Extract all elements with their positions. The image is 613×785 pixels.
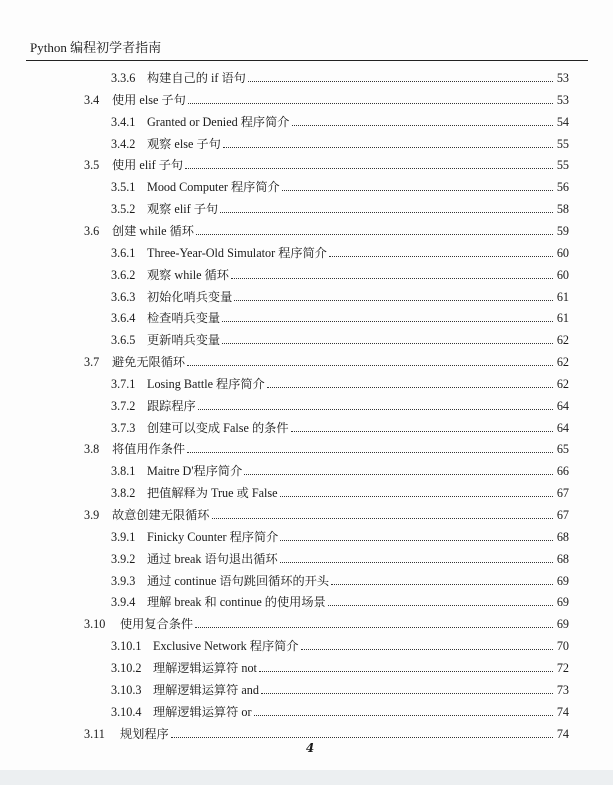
toc-entry-page: 66: [556, 464, 569, 479]
toc-entry-page: 58: [556, 202, 569, 217]
toc-entry-page: 62: [556, 333, 569, 348]
header-rule: [26, 60, 588, 61]
toc-entry-title: Losing Battle 程序简介: [147, 376, 265, 391]
toc-entry-page: 53: [556, 71, 569, 85]
toc-entry-title: 规划程序: [120, 726, 169, 741]
toc-entry-page: 60: [556, 245, 569, 260]
toc-entry-number: 3.6.5: [111, 333, 136, 348]
toc-entry: [111, 698, 569, 720]
toc-entry-page: 61: [556, 289, 569, 304]
toc-entry: [111, 654, 569, 676]
toc-entry-title: Mood Computer 程序简介: [147, 180, 280, 195]
toc-entry: [111, 239, 569, 261]
dot-leader: [331, 584, 553, 585]
toc-entry-page: 69: [556, 595, 569, 610]
dot-leader: [259, 671, 553, 672]
dot-leader: [248, 81, 553, 82]
toc-entry: [111, 326, 569, 348]
dot-leader: [171, 737, 553, 738]
toc-entry-number: 3.9.4: [111, 595, 136, 610]
toc-entry-number: 3.8: [84, 442, 100, 457]
toc-entry-page: 61: [556, 311, 569, 326]
toc-entry: [111, 283, 569, 305]
toc-entry: [111, 632, 569, 654]
toc-entry-title: 检查哨兵变量: [147, 311, 221, 326]
dot-leader: [196, 234, 553, 235]
toc-entry: [84, 86, 569, 108]
dot-leader: [234, 300, 553, 301]
toc-entry-title: 观察 while 循环: [147, 267, 229, 282]
dot-leader: [292, 125, 554, 126]
toc-entry: [111, 414, 569, 436]
toc-entry: [84, 501, 569, 523]
toc-entry-number: 3.6.2: [111, 267, 136, 282]
dot-leader: [212, 518, 554, 519]
running-header: Python 编程初学者指南: [30, 40, 162, 55]
toc-entry: [84, 720, 569, 742]
toc-entry-page: 56: [556, 180, 569, 195]
toc-entry-number: 3.3.6: [111, 71, 136, 85]
toc-entry: [111, 370, 569, 392]
toc-entry-title: 观察 elif 子句: [147, 202, 219, 217]
toc-entry-title: 使用 else 子句: [112, 92, 186, 107]
toc-entry-title: 把值解释为 True 或 False: [147, 486, 278, 501]
toc-entry-number: 3.9: [84, 508, 100, 522]
toc-entry-number: 3.5: [84, 158, 100, 173]
dot-leader: [220, 212, 553, 213]
dot-leader: [254, 715, 553, 716]
toc-entry: [84, 348, 569, 370]
toc-entry-number: 3.8.2: [111, 486, 136, 501]
toc-entry-number: 3.4: [84, 92, 100, 107]
toc-entry: [111, 676, 569, 698]
toc-entry-page: 65: [556, 442, 569, 457]
toc-entry-title: Exclusive Network 程序简介: [153, 639, 299, 654]
page-number: 4: [305, 741, 315, 755]
toc-entry-title: 创建可以变成 False 的条件: [147, 420, 289, 435]
toc-entry-page: 62: [556, 376, 569, 391]
toc-entry: [111, 523, 569, 545]
toc-entry-title: 通过 break 语句退出循环: [147, 551, 278, 566]
toc-entry-page: 62: [556, 355, 569, 370]
toc-entry: [84, 217, 569, 239]
dot-leader: [329, 256, 553, 257]
toc-entry-title: 通过 continue 语句跳回循环的开头: [147, 573, 330, 588]
dot-leader: [198, 409, 553, 410]
toc-entry: [84, 435, 569, 457]
toc-entry-title: Three-Year-Old Simulator 程序简介: [147, 245, 327, 260]
dot-leader: [187, 452, 553, 453]
toc-entry-page: 74: [556, 704, 569, 719]
toc-entry-page: 70: [556, 639, 569, 654]
toc-entry-page: 64: [556, 420, 569, 435]
dot-leader: [267, 387, 553, 388]
toc-entry: [84, 610, 569, 632]
toc-entry: [111, 304, 569, 326]
toc-entry-title: 创建 while 循环: [112, 223, 194, 238]
dot-leader: [222, 321, 553, 322]
dot-leader: [222, 343, 553, 344]
toc-entry-number: 3.10.3: [111, 682, 142, 697]
toc-entry-page: 72: [556, 660, 569, 675]
toc-entry-number: 3.10.2: [111, 660, 142, 675]
dot-leader: [244, 474, 553, 475]
toc-entry-page: 69: [556, 573, 569, 588]
toc-entry-title: 避免无限循环: [112, 355, 186, 370]
toc-entry-title: Granted or Denied 程序简介: [147, 114, 290, 129]
toc-entry-number: 3.7: [84, 355, 100, 370]
toc-entry: [111, 130, 569, 152]
toc-entry-number: 3.9.2: [111, 551, 136, 566]
toc-entry-number: 3.6.3: [111, 289, 136, 304]
dot-leader: [223, 147, 553, 148]
toc-entry-title: 理解逻辑运算符 not: [153, 660, 257, 675]
toc-entry-title: 将值用作条件: [112, 442, 186, 457]
dot-leader: [187, 365, 553, 366]
toc-entry: [111, 108, 569, 130]
dot-leader: [185, 168, 553, 169]
toc-entry: [111, 392, 569, 414]
toc-entry-page: 68: [556, 551, 569, 566]
toc-entry: [111, 173, 569, 195]
toc-entry-page: 64: [556, 398, 569, 413]
toc-entry-page: 67: [556, 486, 569, 501]
toc-entry-page: 67: [556, 508, 569, 522]
toc-entry-title: 更新哨兵变量: [147, 333, 221, 348]
toc-entry-page: 59: [556, 223, 569, 238]
dot-leader: [231, 278, 553, 279]
toc-entry-title: 观察 else 子句: [147, 136, 221, 151]
toc-entry: [111, 261, 569, 283]
toc-entry: [84, 151, 569, 173]
toc-entry-number: 3.7.1: [111, 376, 136, 391]
toc-entry-number: 3.6.4: [111, 311, 136, 326]
dot-leader: [291, 431, 553, 432]
toc-entry-number: 3.10.1: [111, 639, 142, 654]
toc-entry-number: 3.9.3: [111, 573, 136, 588]
toc-entry-number: 3.10: [84, 617, 106, 632]
toc-entry-page: 55: [556, 158, 569, 173]
toc-entry-page: 55: [556, 136, 569, 151]
toc-entry-title: Finicky Counter 程序简介: [147, 529, 279, 544]
toc-entry-page: 73: [556, 682, 569, 697]
toc-entry-number: 3.9.1: [111, 529, 136, 544]
toc-entry-page: 53: [556, 92, 569, 107]
toc-entry-title: 理解 break 和 continue 的使用场景: [147, 595, 326, 610]
toc-entry: [111, 195, 569, 217]
toc-entry-title: 使用复合条件: [120, 617, 194, 632]
toc-entry-number: 3.10.4: [111, 704, 142, 719]
toc-entry-number: 3.6: [84, 223, 100, 238]
toc-entry-number: 3.4.1: [111, 114, 136, 129]
toc-entry: [111, 567, 569, 589]
dot-leader: [280, 540, 553, 541]
toc-entry-page: 69: [556, 617, 569, 632]
toc-entry-page: 68: [556, 529, 569, 544]
scan-edge: [0, 770, 613, 785]
toc-entry-title: 构建自己的 if 语句: [147, 71, 246, 85]
dot-leader: [188, 103, 553, 104]
toc-entry-number: 3.7.2: [111, 398, 136, 413]
toc-entry: [111, 64, 569, 86]
dot-leader: [328, 605, 553, 606]
toc-entry-page: 74: [556, 726, 569, 741]
toc-entry-page: 54: [556, 114, 569, 129]
toc-entry-title: 跟踪程序: [147, 398, 196, 413]
toc-entry-title: Maitre D'程序简介: [147, 464, 243, 479]
toc-entry-number: 3.7.3: [111, 420, 136, 435]
toc-entry-title: 使用 elif 子句: [112, 158, 184, 173]
toc-entry-number: 3.5.1: [111, 180, 136, 195]
dot-leader: [261, 693, 553, 694]
toc-entry: [111, 457, 569, 479]
toc-entry-number: 3.6.1: [111, 245, 136, 260]
toc-entry: [111, 479, 569, 501]
toc-entry-number: 3.8.1: [111, 464, 136, 479]
toc-entry-title: 理解逻辑运算符 and: [153, 682, 259, 697]
dot-leader: [280, 496, 553, 497]
toc-entry-number: 3.11: [84, 726, 105, 741]
dot-leader: [301, 649, 553, 650]
toc-entry: [111, 588, 569, 610]
dot-leader: [195, 627, 553, 628]
dot-leader: [282, 190, 553, 191]
toc-entry-number: 3.4.2: [111, 136, 136, 151]
toc-entry-title: 理解逻辑运算符 or: [153, 704, 252, 719]
dot-leader: [280, 562, 553, 563]
toc-entry-title: 故意创建无限循环: [112, 508, 210, 522]
toc-entry-title: 初始化哨兵变量: [147, 289, 233, 304]
toc-entry-page: 60: [556, 267, 569, 282]
toc-entry-number: 3.5.2: [111, 202, 136, 217]
toc-entry: [111, 545, 569, 567]
